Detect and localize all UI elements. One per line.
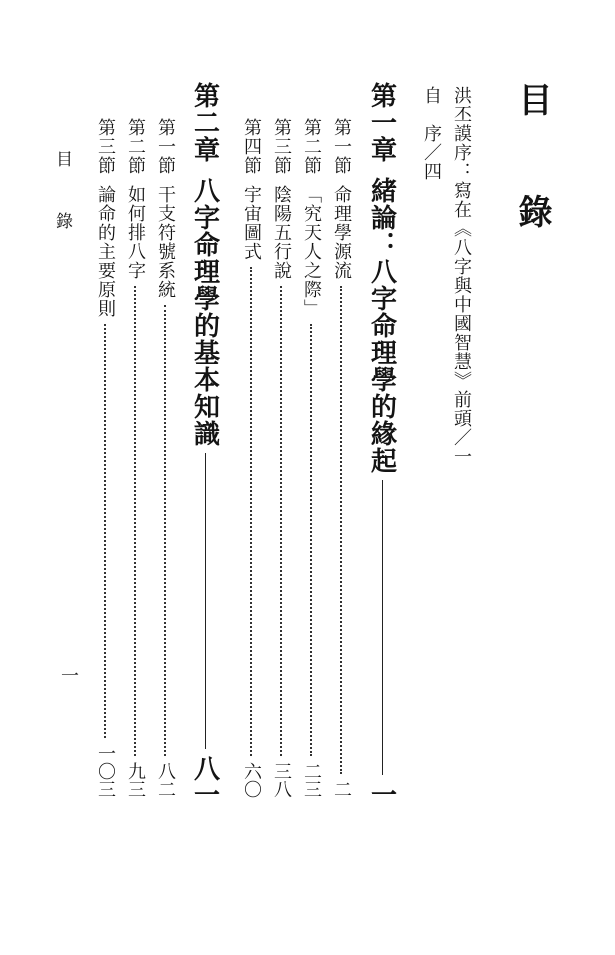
dot-leader: [250, 267, 252, 756]
section-label: 第四節: [241, 118, 262, 175]
section-label: 第一節: [155, 118, 176, 175]
section-label: 第二節: [125, 118, 146, 175]
toc-entry: [328, 118, 354, 798]
chapter-title: 八字命理學的基本知識: [189, 177, 220, 447]
front-matter-text: 洪丕謨序：寫在《八字與中國智慧》前頭／一: [451, 86, 472, 466]
toc-title: 目 錄: [512, 82, 552, 250]
section-title: 宇宙圖式: [241, 185, 262, 261]
section-title: 論命的主要原則: [95, 185, 116, 318]
chapter-label: 第二章: [189, 82, 220, 163]
chapter-heading: [365, 82, 399, 807]
front-matter-item: [418, 86, 444, 955]
front-matter-item: [448, 86, 474, 955]
chapter-page: 一: [366, 781, 397, 807]
dot-leader: [104, 324, 106, 738]
chapter-heading: [188, 82, 222, 807]
chapter-page: 八一: [189, 755, 220, 807]
dot-leader: [310, 324, 312, 756]
chapter-label: 第一章: [366, 82, 397, 163]
section-label: 第二節: [301, 118, 322, 175]
dot-leader: [280, 286, 282, 756]
section-page: 二三: [301, 762, 322, 798]
running-header-label: 目 錄: [52, 150, 72, 243]
section-page: 三八: [271, 762, 292, 798]
front-matter-text: 自 序／四: [421, 86, 442, 181]
section-page: 六〇: [241, 762, 262, 798]
toc-entry: [298, 118, 324, 798]
section-title: 如何排八字: [125, 185, 146, 280]
section-title: 「究天人之際」: [301, 185, 322, 318]
page-number-text: 一: [58, 666, 79, 685]
section-label: 第三節: [95, 118, 116, 175]
toc-entry: [238, 118, 264, 798]
chapter-title: 緒論：八字命理學的緣起: [366, 177, 397, 474]
section-title: 干支符號系統: [155, 185, 176, 299]
toc-entry: [122, 118, 148, 798]
dot-leader: [340, 286, 342, 774]
toc-entry: [92, 118, 118, 798]
chapter-rule: [382, 480, 383, 775]
section-page: 一〇三: [95, 744, 116, 798]
section-page: 二: [331, 780, 352, 798]
section-label: 第一節: [331, 118, 352, 175]
section-page: 八二: [155, 762, 176, 798]
dot-leader: [134, 286, 136, 756]
running-header: [50, 150, 75, 247]
dot-leader: [164, 305, 166, 756]
section-title: 陰陽五行說: [271, 185, 292, 280]
section-label: 第三節: [271, 118, 292, 175]
page-number: [55, 666, 81, 689]
toc-entry: [268, 118, 294, 798]
chapter-rule: [205, 453, 206, 749]
section-title: 命理學源流: [331, 185, 352, 280]
section-page: 九三: [125, 762, 146, 798]
toc-entry: [152, 118, 178, 798]
